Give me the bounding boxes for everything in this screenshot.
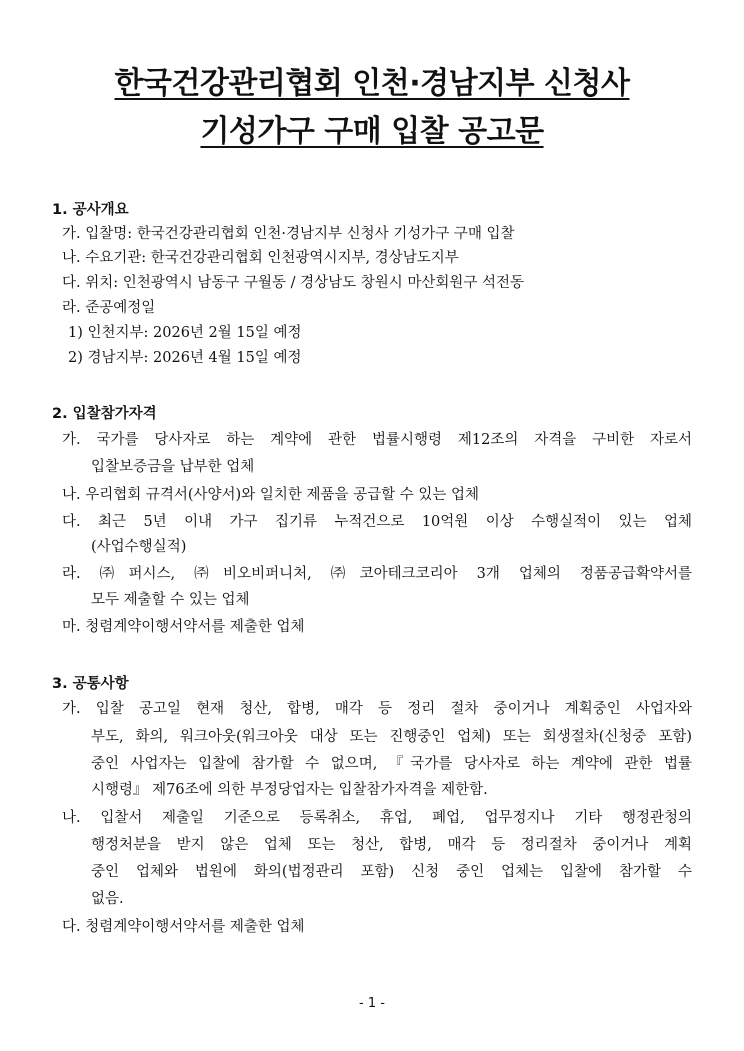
section-2-line: 입찰보증금을 납부한 업체 xyxy=(91,459,255,475)
section-1-line: 가. 입찰명: 한국건강관리협회 인천·경남지부 신청사 기성가구 구매 입찰 xyxy=(62,226,515,242)
section-1-subline: 2) 경남지부: 2026년 4월 15일 예정 xyxy=(68,350,302,366)
section-2-line: (사업수행실적) xyxy=(91,539,187,555)
section-3-line: 가. 입찰 공고일 현재 청산, 합병, 매각 등 정리 절차 중이거나 계획중인 사업자와 xyxy=(62,701,692,717)
section-2-line: 모두 제출할 수 있는 업체 xyxy=(91,592,250,608)
section-1-subline: 1) 인천지부: 2026년 2월 15일 예정 xyxy=(68,325,302,341)
document-title-line-2: 기성가구 구매 입찰 공고문 xyxy=(200,114,544,149)
section-2-line: 가. 국가를 당사자로 하는 계약에 관한 법률시행령 제12조의 자격을 구비한 자로서 xyxy=(62,432,692,448)
page-number: - 1 - xyxy=(359,996,385,1011)
section-3-line: 중인 업체와 법원에 화의(법정관리 포함) 신청 중인 업체는 입찰에 참가할 수 xyxy=(91,864,692,880)
section-3-line: 행정처분을 받지 않은 업체 또는 청산, 합병, 매각 등 정리절차 중이거나 계획 xyxy=(91,837,692,853)
section-heading-common: 3. 공통사항 xyxy=(52,676,129,692)
section-3-line: 중인 사업자는 입찰에 참가할 수 없으며, 『국가를 당사자로 하는 계약에 관한 법률 xyxy=(91,756,692,772)
section-2-line: 마. 청렴계약이행서약서를 제출한 업체 xyxy=(62,619,305,635)
section-1-line: 라. 준공예정일 xyxy=(62,300,156,316)
section-1-line: 다. 위치: 인천광역시 남동구 구월동 / 경상남도 창원시 마산회원구 석전동 xyxy=(62,275,525,291)
section-1-line: 나. 수요기관: 한국건강관리협회 인천광역시지부, 경상남도지부 xyxy=(62,250,459,266)
section-2-line: 라. ㈜퍼시스, ㈜비오비퍼니처, ㈜코아테크코리아 3개 업체의 정품공급확약서를 xyxy=(62,566,692,582)
document-title-line-1: 한국건강관리협회 인천·경남지부 신청사 xyxy=(114,66,630,101)
section-3-line: 다. 청렴계약이행서약서를 제출한 업체 xyxy=(62,919,305,935)
section-heading-eligibility: 2. 입찰참가자격 xyxy=(52,406,157,422)
section-heading-overview: 1. 공사개요 xyxy=(52,202,129,218)
section-3-line: 나. 입찰서 제출일 기준으로 등록취소, 휴업, 폐업, 업무정지나 기타 행정관청의 xyxy=(62,810,692,826)
section-3-line: 없음. xyxy=(91,891,124,907)
section-3-line: 부도, 화의, 워크아웃(워크아웃 대상 또는 진행중인 업체) 또는 회생절차(신청중 포함) xyxy=(91,729,692,745)
section-3-line: 시행령』 제76조에 의한 부정당업자는 입찰참가자격을 제한함. xyxy=(91,782,488,798)
section-2-line: 나. 우리협회 규격서(사양서)와 일치한 제품을 공급할 수 있는 업체 xyxy=(62,487,479,503)
section-2-line: 다. 최근 5년 이내 가구 집기류 누적건으로 10억원 이상 수행실적이 있는 업체 xyxy=(62,514,692,530)
